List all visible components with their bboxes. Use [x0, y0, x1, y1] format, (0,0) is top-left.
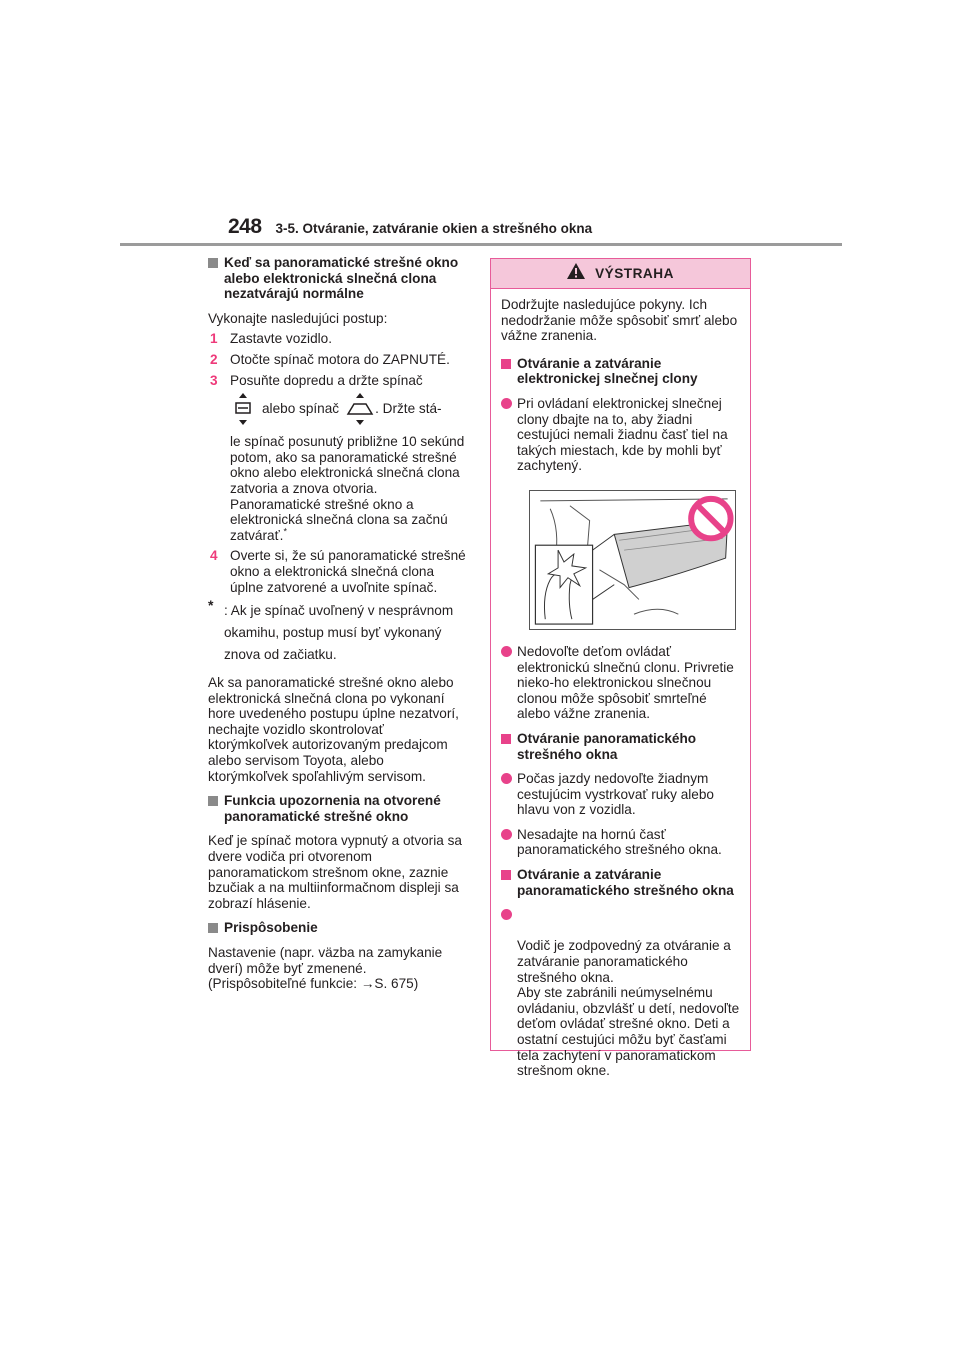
step-3: 3 Posuňte dopredu a držte spínač: [210, 372, 423, 388]
circle-bullet-icon: [501, 773, 512, 784]
step-4: 4 Overte si, že sú panoramatické strešné okno a elektronická slnečná clona úplne zatvorené a uvoľnite spínač.: [210, 548, 466, 595]
warning-triangle-icon: [567, 263, 585, 284]
page-header: [228, 215, 592, 239]
square-bullet-icon: [501, 734, 511, 744]
warning-bullet: Pri ovládaní elektronickej slnečnej clony dbajte na to, aby žiadni cestujúci nemali žiadnu časť tiel na takých miestach, kde by mohli byť zachytený.: [501, 396, 742, 474]
square-bullet-icon: [501, 870, 511, 880]
section-title: 3-5. Otváranie, zatváranie okien a strešného okna: [275, 221, 593, 236]
warning-bullet: Vodič je zodpovedný za otváranie a zatváranie panoramatického strešného okna. Aby ste zabránili neúmyselnému ovládaniu, obzvlášť u detí, nedovoľte deťom ovládať strešné okno. Deti a ostatní cestujúci môžu byť časťami tela zachytení v panoramatickom strešnom okne.: [501, 907, 742, 1079]
step-2: 2 Otočte spínač motora do ZAPNUTÉ.: [210, 351, 450, 367]
prohibition-icon: [691, 499, 730, 538]
circle-bullet-icon: [501, 829, 512, 840]
warning-paragraph: Keď je spínač motora vypnutý a otvoria sa dvere vodiča pri otvorenom panoramatickom strešnom okne, zaznie bzučiak a na multiinformačnom displeji sa zobrazí hlásenie.: [208, 833, 462, 911]
switch-after-text: . Držte stá-: [375, 401, 442, 417]
left-column: [208, 255, 466, 1001]
sunshade-caution-illustration: [529, 490, 736, 630]
step-1: 1 Zastavte vozidlo.: [210, 331, 332, 347]
square-bullet-icon: [208, 796, 218, 806]
warning-header: [491, 259, 750, 289]
warning-title: VÝSTRAHA: [595, 266, 674, 281]
roof-switch-flat-icon: [230, 392, 256, 426]
switch-line: [230, 392, 466, 426]
footnote: * : Ak je spínač uvoľnený v nesprávnom okamihu, postup musí byť vykonaný znova od začiatku.: [208, 597, 454, 663]
warning-heading-open-roof: Otváranie panoramatického strešného okna: [501, 731, 742, 762]
circle-bullet-icon: [501, 646, 512, 657]
square-bullet-icon: [501, 359, 511, 369]
page-number: 248: [228, 215, 262, 238]
heading-not-closing: Keď sa panoramatické strešné okno alebo elektronická slnečná clona nezatvárajú normálne: [208, 255, 466, 302]
warning-bullet: Nesadajte na hornú časť panoramatického strešného okna.: [501, 827, 742, 858]
warning-body: [491, 289, 750, 1079]
step-3-continued: le spínač posunutý približne 10 sekúnd potom, ako sa panoramatické strešné okno alebo elektronická slnečná clona zatvoria a znova otvoria. Panoramatické strešné okno a elektronická slnečná clona sa začnú zatvárať.*: [230, 434, 465, 543]
circle-bullet-icon: [501, 909, 512, 920]
switch-or-text: alebo spínač: [262, 401, 340, 417]
procedure-intro: Vykonajte nasledujúci postup:: [208, 310, 388, 326]
warning-heading-sunshade: Otváranie a zatváranie elektronickej slnečnej clony: [501, 356, 742, 387]
warning-bullet: Nedovoľte deťom ovládať elektronickú slnečnú clonu. Privretie nieko-ho elektronickou slnečnou clonou môže spôsobiť smrteľné alebo vážne zranenia.: [501, 644, 742, 722]
heading-customization: Prispôsobenie: [208, 920, 466, 936]
heading-open-roof-warning: Funkcia upozornenia na otvorené panoramatické strešné okno: [208, 793, 466, 824]
warning-box: [490, 258, 751, 1079]
header-divider: [120, 243, 842, 246]
warning-bullet: Počas jazdy nedovoľte žiadnym cestujúcim vystrkovať ruky alebo hlavu von z vozidla.: [501, 771, 742, 818]
customization-paragraph: Nastavenie (napr. väzba na zamykanie dverí) môže byť zmenené. (Prispôsobiteľné funkcie: →S. 675): [208, 945, 443, 992]
warning-intro: Dodržujte nasledujúce pokyny. Ich nedodržanie môže spôsobiť smrť alebo vážne zranenia.: [501, 297, 738, 344]
square-bullet-icon: [208, 923, 218, 933]
dealer-paragraph: Ak sa panoramatické strešné okno alebo elektronická slnečná clona po vykonaní hore uvedeného postupu úplne nezatvorí, nechajte vozidlo skontrolovať ktorýmkoľvek autorizovaným predajcom alebo servisom Toyota, alebo ktorýmkoľvek spoľahlivým servisom.: [208, 675, 459, 784]
circle-bullet-icon: [501, 398, 512, 409]
roof-switch-tilt-icon: [345, 392, 375, 426]
warning-heading-open-close-roof: Otváranie a zatváranie panoramatického strešného okna: [501, 867, 742, 898]
square-bullet-icon: [208, 258, 218, 268]
